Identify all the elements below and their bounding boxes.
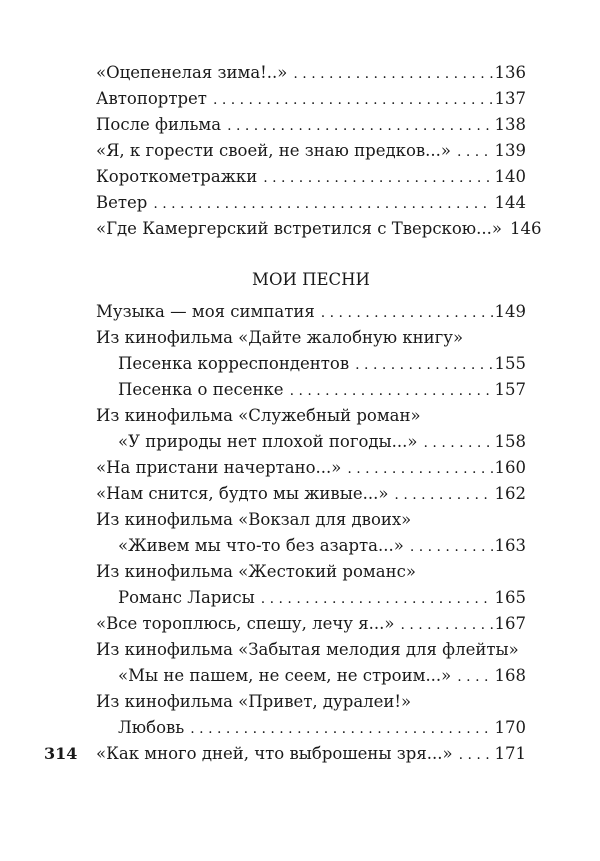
toc-leader-dots [410, 534, 493, 560]
toc-group-heading [96, 325, 526, 351]
toc-entry[interactable] [118, 377, 526, 403]
toc-group-heading [96, 559, 526, 585]
toc-entry[interactable] [96, 455, 526, 481]
toc-entry-title: «Оцепенелая зима!..» [96, 63, 288, 82]
toc-entry-title: Песенка о песенке [118, 380, 284, 399]
toc-entry-page: 163 [494, 536, 526, 555]
toc-entry-title: Ветер [96, 193, 148, 212]
toc-entry-title: Песенка корреспондентов [118, 354, 350, 373]
toc-entry[interactable] [96, 299, 526, 325]
toc-entry-page: 146 [510, 219, 542, 238]
toc-entry-page: 170 [494, 718, 526, 737]
toc-entry[interactable] [118, 663, 526, 689]
toc-entry[interactable] [118, 715, 526, 741]
toc-entry[interactable] [96, 216, 542, 242]
toc-leader-dots [321, 300, 493, 326]
toc-group-title: Из кинофильма «Жестокий романс» [96, 562, 416, 581]
toc-entry-page: 158 [494, 432, 526, 451]
toc-leader-dots [153, 191, 492, 217]
toc-entry[interactable] [96, 112, 526, 138]
toc-entry-page: 149 [494, 302, 526, 321]
toc-entry[interactable] [96, 481, 526, 507]
toc-entry[interactable] [96, 164, 526, 190]
toc-group-title: Из кинофильма «Забытая мелодия для флейты» [96, 640, 519, 659]
toc-entry-title: Короткометражки [96, 167, 258, 186]
toc-leader-dots [400, 612, 492, 638]
toc-leader-dots [424, 430, 493, 456]
toc-entry-title: «Все тороплюсь, спешу, лечу я...» [96, 614, 395, 633]
toc-leader-dots [290, 378, 493, 404]
toc-entry-page: 136 [494, 63, 526, 82]
toc-leader-dots [213, 87, 493, 113]
toc-leader-dots [190, 716, 492, 742]
toc-leader-dots [347, 456, 492, 482]
toc-group-title: Из кинофильма «Дайте жалобную книгу» [96, 328, 464, 347]
toc-entry[interactable] [96, 86, 526, 112]
toc-leader-dots [293, 61, 492, 87]
toc-entry-title: «Мы не пашем, не сеем, не строим...» [118, 666, 452, 685]
toc-entry-page: 167 [494, 614, 526, 633]
toc-leader-dots [227, 113, 492, 139]
toc-entry-title: «У природы нет плохой погоды...» [118, 432, 418, 451]
toc-group-title: Из кинофильма «Вокзал для двоих» [96, 510, 412, 529]
toc-leader-dots [355, 352, 492, 378]
toc-entry-page: 171 [494, 744, 526, 763]
toc-leader-dots [261, 586, 493, 612]
toc-group-heading [96, 689, 526, 715]
toc-entry-page: 168 [494, 666, 526, 685]
toc-entry-page: 140 [494, 167, 526, 186]
toc-entry-title: «Нам снится, будто мы живые...» [96, 484, 389, 503]
toc-entry-title: «На пристани начертано...» [96, 458, 342, 477]
toc-leader-dots [457, 139, 493, 165]
toc-group-title: Из кинофильма «Привет, дуралеи!» [96, 692, 412, 711]
toc-entry-page: 162 [494, 484, 526, 503]
toc-group-heading [96, 403, 526, 429]
toc-leader-dots [263, 165, 492, 191]
toc-entry-title: После фильма [96, 115, 222, 134]
toc-entry-page: 144 [494, 193, 526, 212]
toc-entry-page: 138 [494, 115, 526, 134]
toc-entry[interactable] [96, 60, 526, 86]
toc-entry-title: Любовь [118, 718, 185, 737]
toc-entry[interactable] [96, 138, 526, 164]
toc-entry-page: 160 [494, 458, 526, 477]
page-number: 314 [44, 744, 78, 763]
toc-entry-page: 137 [494, 89, 526, 108]
toc-group-heading [96, 637, 526, 663]
toc-entry[interactable] [96, 741, 526, 767]
toc-entry-page: 155 [494, 354, 526, 373]
toc-entry[interactable] [118, 585, 526, 611]
toc-entry-page: 157 [494, 380, 526, 399]
toc-entry-title: «Я, к горести своей, не знаю предков...» [96, 141, 451, 160]
toc-entry-title: «Как много дней, что выброшены зря...» [96, 744, 453, 763]
toc-leader-dots [457, 664, 492, 690]
toc-entry-title: Автопортрет [96, 89, 207, 108]
section-heading: МОИ ПЕСНИ [252, 270, 370, 289]
toc-entry-title: Романс Ларисы [118, 588, 255, 607]
toc-leader-dots [459, 742, 493, 768]
toc-entry[interactable] [96, 190, 526, 216]
toc-leader-dots [394, 482, 492, 508]
toc-entry-page: 139 [494, 141, 526, 160]
toc-entry[interactable] [118, 351, 526, 377]
toc-entry[interactable] [118, 533, 526, 559]
toc-group-title: Из кинофильма «Служебный роман» [96, 406, 421, 425]
toc-entry-title: Музыка — моя симпатия [96, 302, 315, 321]
toc-entry[interactable] [118, 429, 526, 455]
toc-entry[interactable] [96, 611, 526, 637]
toc-entry-title: «Живем мы что-то без азарта...» [118, 536, 404, 555]
toc-entry-title: «Где Камергерский встретился с Тверскою...» [96, 219, 502, 238]
toc-entry-page: 165 [494, 588, 526, 607]
toc-group-heading [96, 507, 526, 533]
